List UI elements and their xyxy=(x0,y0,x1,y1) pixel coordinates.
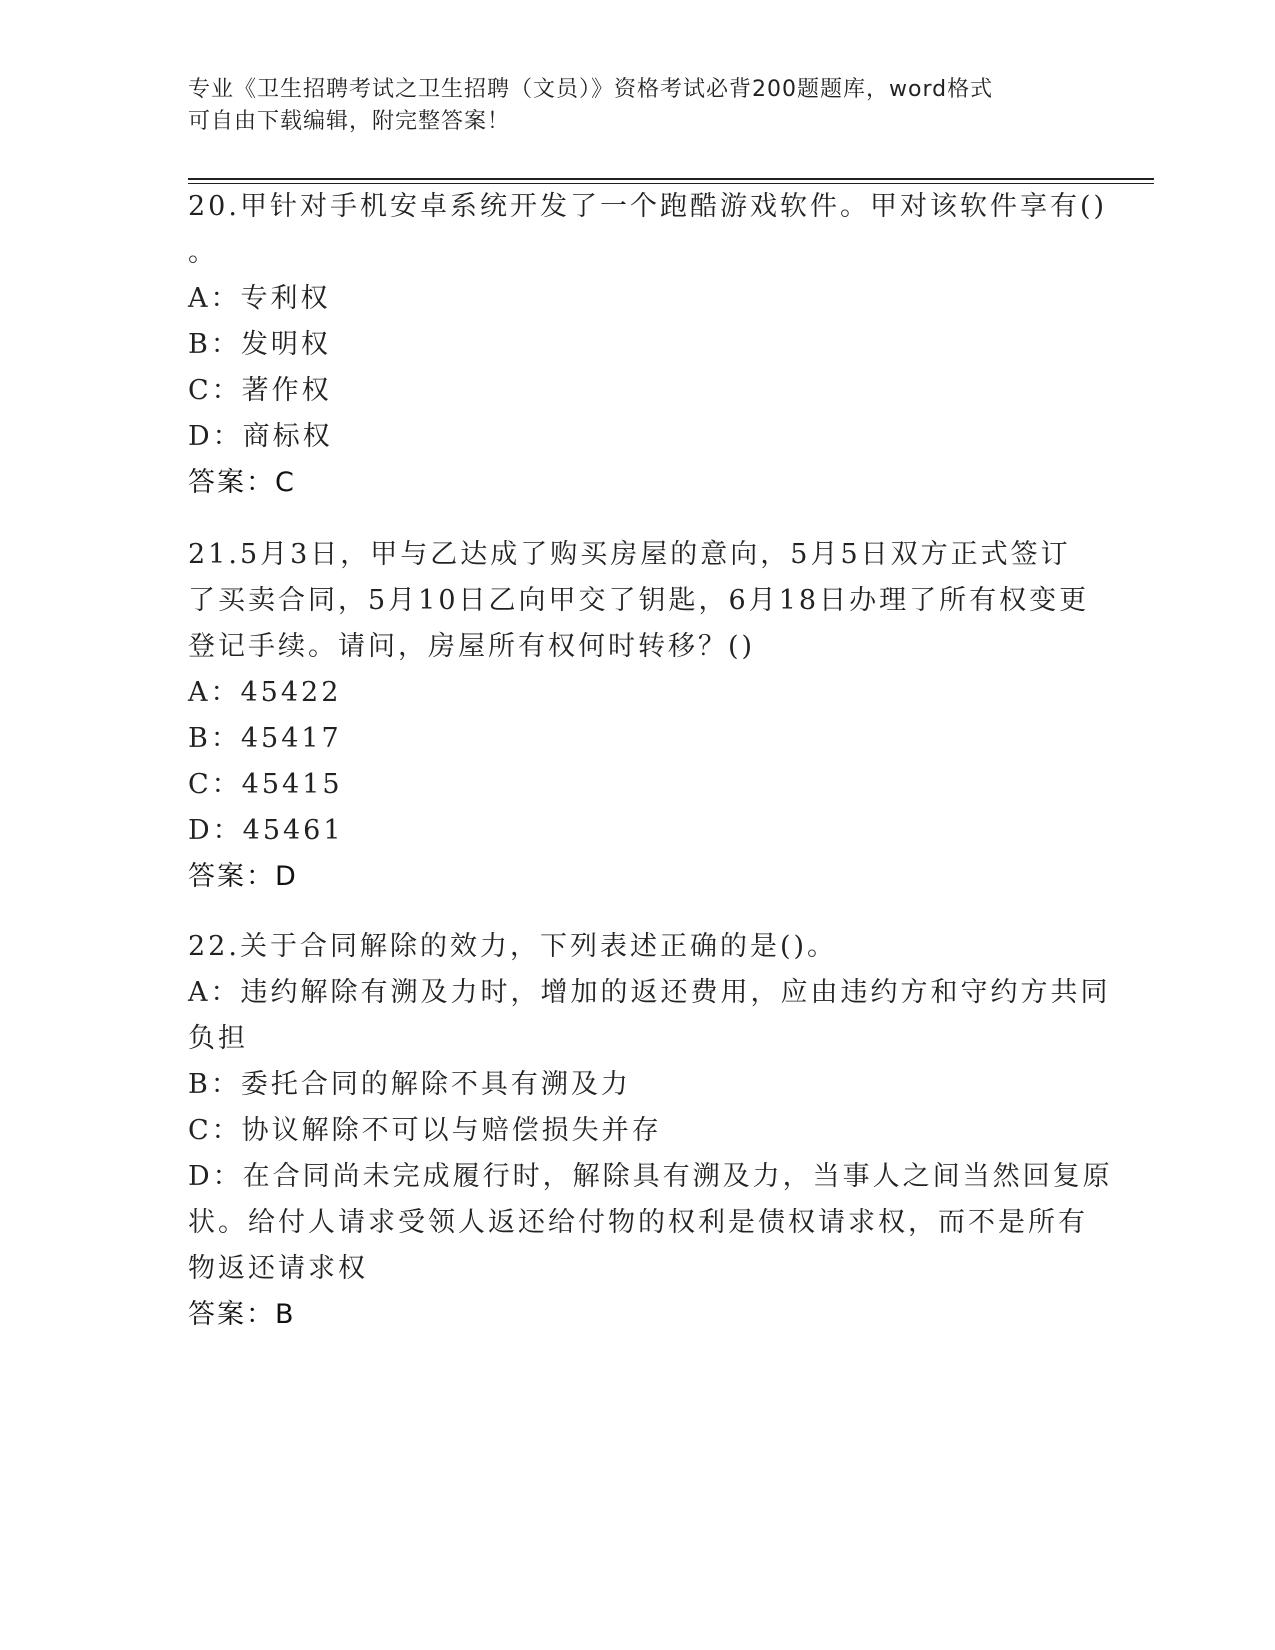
question-20-stem-line-2: 。 xyxy=(188,237,218,268)
question-20 xyxy=(188,184,1108,506)
question-22-option-b: B：委托合同的解除不具有溯及力 xyxy=(188,1069,631,1100)
question-20-option-d: D：商标权 xyxy=(188,421,333,452)
question-21-option-a: A：45422 xyxy=(188,677,342,708)
question-22-answer: 答案：B xyxy=(188,1299,296,1330)
question-20-stem-line-1: 20.甲针对手机安卓系统开发了一个跑酷游戏软件。甲对该软件享有() xyxy=(188,191,1108,222)
question-21-stem-line-3: 登记手续。请问，房屋所有权何时转移？() xyxy=(188,631,756,662)
header-line-1: 专业《卫生招聘考试之卫生招聘（文员）》资格考试必背200题题库，word格式 xyxy=(188,77,994,102)
question-20-option-c: C：著作权 xyxy=(188,375,332,406)
question-21-stem-line-2: 了买卖合同，5月10日乙向甲交了钥匙，6月18日办理了所有权变更 xyxy=(188,585,1090,616)
question-22-option-d-line-2: 状。给付人请求受领人返还给付物的权利是债权请求权，而不是所有 xyxy=(188,1207,1088,1238)
question-20-option-b: B：发明权 xyxy=(188,329,331,360)
question-21 xyxy=(188,532,1088,900)
question-21-answer: 答案：D xyxy=(188,861,298,892)
question-20-option-a: A：专利权 xyxy=(188,283,331,314)
question-22-option-a-line-1: A：违约解除有溯及力时，增加的返还费用，应由违约方和守约方共同 xyxy=(188,977,1111,1008)
question-22-stem-line-1: 22.关于合同解除的效力，下列表述正确的是()。 xyxy=(188,931,838,962)
question-22-option-d-line-3: 物返还请求权 xyxy=(188,1253,368,1284)
question-21-option-d: D：45461 xyxy=(188,815,344,846)
question-21-stem-line-1: 21.5月3日，甲与乙达成了购买房屋的意向，5月5日双方正式签订 xyxy=(188,539,1071,570)
question-22 xyxy=(188,924,1113,1338)
header-line-2: 可自由下载编辑，附完整答案！ xyxy=(188,109,511,134)
question-22-option-a-line-2: 负担 xyxy=(188,1023,248,1054)
document-header xyxy=(188,74,1088,138)
header-divider-thick xyxy=(188,178,1154,180)
question-20-answer: 答案：C xyxy=(188,467,296,498)
question-22-option-c: C：协议解除不可以与赔偿损失并存 xyxy=(188,1115,662,1146)
question-22-option-d-line-1: D：在合同尚未完成履行时，解除具有溯及力，当事人之间当然回复原 xyxy=(188,1161,1113,1192)
question-21-option-b: B：45417 xyxy=(188,723,342,754)
question-21-option-c: C：45415 xyxy=(188,769,343,800)
